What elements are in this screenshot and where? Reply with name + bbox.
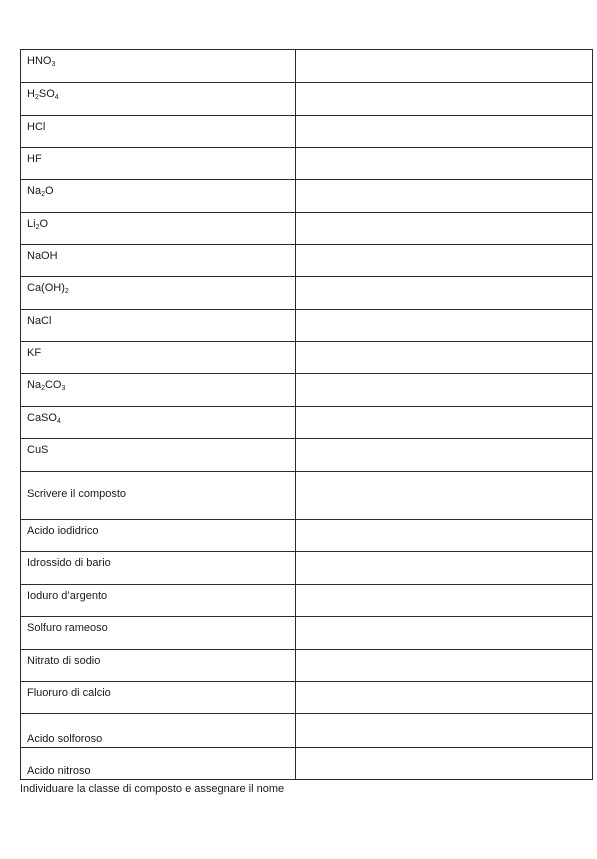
answer-cell[interactable] [296,407,593,439]
name-cell [21,682,296,714]
compound-name: Solfuro rameoso [27,622,108,634]
compound-name: Ioduro d’argento [27,590,108,602]
formula-subscript: 4 [54,94,59,101]
compound-name: Fluoruro di calcio [27,687,111,699]
formula-subscript: 2 [34,94,39,101]
answer-cell[interactable] [296,650,593,682]
name-row [21,552,593,585]
name-cell [21,650,296,682]
formula-row [21,277,593,310]
answer-cell[interactable] [296,180,593,213]
formula-text: $H_2SO_4$ [27,88,59,101]
formula-subscript: 2 [41,191,45,198]
instruction-caption: Individuare la classe di composto e assegnare il nome [20,783,285,795]
formula-cell [21,180,296,213]
formula-text: HF [27,153,42,165]
formula-text: KF [27,347,42,359]
formula-row [21,245,593,277]
formula-row [21,116,593,148]
formula-text: $Ca(OH)_2$ [27,282,69,295]
name-cell [21,748,296,780]
compound-name: Acido iodidrico [27,525,99,537]
formula-text: $Na_2CO_3$ [27,379,66,392]
formula-row [21,374,593,407]
formula-cell [21,310,296,342]
formula-cell [21,148,296,180]
formula-row [21,213,593,245]
exercise-table-body [21,50,593,780]
name-row [21,650,593,682]
formula-subscript: 4 [56,418,61,425]
formula-subscript: 2 [35,224,40,231]
formula-cell [21,116,296,148]
name-cell [21,585,296,617]
formula-cell [21,277,296,310]
name-cell [21,552,296,585]
formula-row [21,50,593,83]
answer-cell[interactable] [296,552,593,585]
section-heading-cell [21,472,296,520]
formula-cell [21,50,296,83]
formula-cell [21,213,296,245]
exercise-table [20,49,593,780]
answer-cell[interactable] [296,148,593,180]
formula-text: NaOH [27,250,58,262]
answer-cell[interactable] [296,50,593,83]
answer-cell[interactable] [296,83,593,116]
formula-cell [21,342,296,374]
name-cell [21,520,296,552]
answer-cell[interactable] [296,245,593,277]
answer-cell[interactable] [296,342,593,374]
formula-cell [21,245,296,277]
formula-row [21,342,593,374]
answer-cell[interactable] [296,374,593,407]
answer-cell[interactable] [296,682,593,714]
formula-row [21,407,593,439]
formula-row [21,148,593,180]
formula-row [21,439,593,472]
formula-cell [21,83,296,116]
formula-cell [21,407,296,439]
formula-cell [21,374,296,407]
answer-cell[interactable] [296,213,593,245]
name-row [21,585,593,617]
compound-name: Nitrato di sodio [27,655,101,667]
formula-cell [21,439,296,472]
section-heading-row [21,472,593,520]
name-cell [21,714,296,748]
formula-text: $Na_2O$ [27,185,54,198]
answer-cell[interactable] [296,714,593,748]
name-cell [21,617,296,650]
formula-text: CaSO$_4$ [27,412,61,425]
answer-cell[interactable] [296,617,593,650]
name-row [21,682,593,714]
formula-text: NaCl [27,315,52,327]
formula-subscript: 2 [64,288,69,295]
name-row [21,617,593,650]
answer-cell[interactable] [296,472,593,520]
answer-cell[interactable] [296,277,593,310]
formula-row [21,83,593,116]
name-row [21,714,593,748]
name-row [21,520,593,552]
answer-cell[interactable] [296,310,593,342]
compound-name: Acido nitroso [27,765,91,777]
formula-subscript: 3 [61,385,66,392]
formula-text: $HNO_3$ [27,55,56,68]
compound-name: Acido solforoso [27,733,103,745]
formula-subscript: 2 [41,385,45,392]
answer-cell[interactable] [296,748,593,780]
section-heading: Scrivere il composto [27,488,127,500]
compound-name: Idrossido di bario [27,557,111,569]
formula-row [21,310,593,342]
formula-text: $Li_2O$ [27,218,49,231]
answer-cell[interactable] [296,439,593,472]
formula-text: CuS [27,444,49,456]
answer-cell[interactable] [296,116,593,148]
formula-row [21,180,593,213]
answer-cell[interactable] [296,520,593,552]
name-row [21,748,593,780]
answer-cell[interactable] [296,585,593,617]
formula-subscript: 3 [51,61,56,68]
formula-text: HCl [27,121,46,133]
